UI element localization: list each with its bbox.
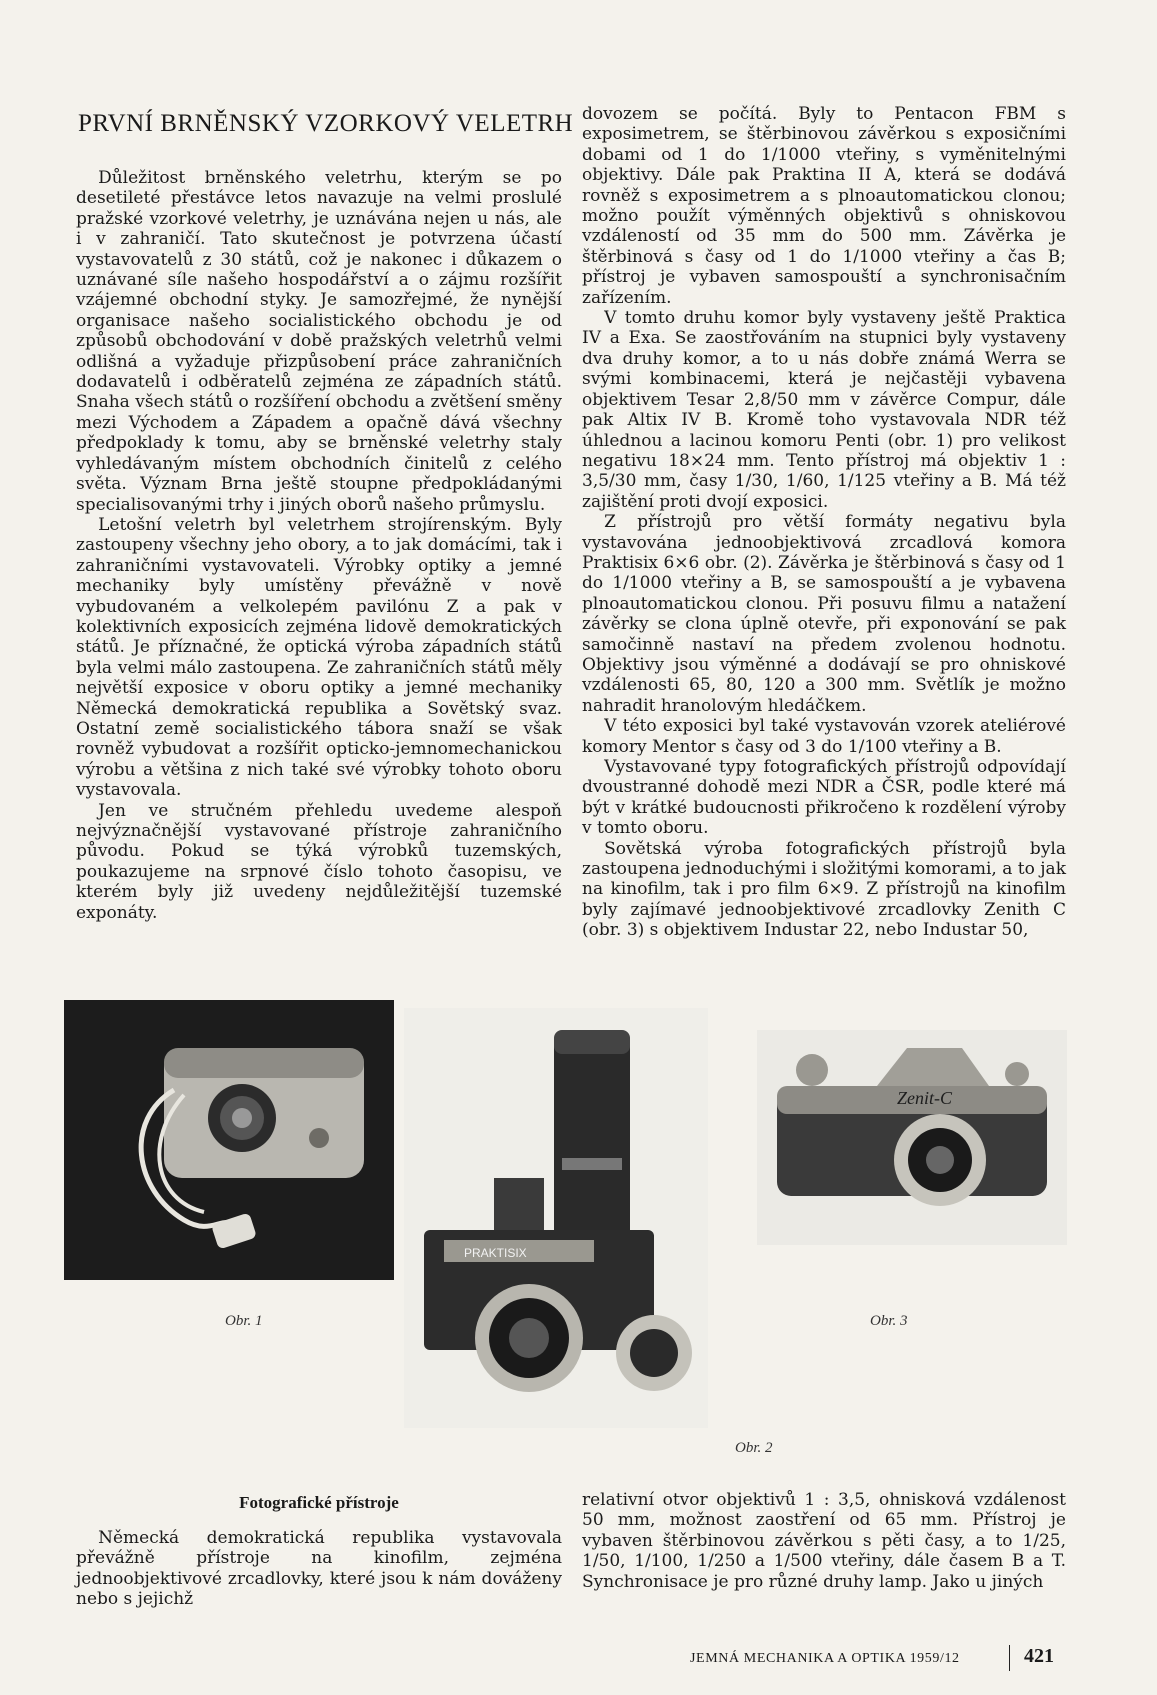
right-column-bottom xyxy=(582,1490,1066,1592)
left-column-top xyxy=(76,168,562,923)
zenit-c-camera-image xyxy=(757,1030,1067,1245)
figure-2-caption: Obr. 2 xyxy=(735,1440,773,1456)
paragraph: Důležitost brněnského veletrhu, kterým se po desetileté přestávce letos navazuje na velmi proslulé pražské vzorkové veletrhy, je uznávána nejen u nás, ale i v zahraničí. Tato skutečnost je potvrzena účastí vystavovatelů z 30 států, což je nakonec i důkazem o uznávané síle našeho hospodářství a o zájmu rozšířit vzájemné obchodní styky. Je samozřejmé, že nynější organisace našeho socialistického obchodu je od způsobů obchodování v době pražských veletrhů velmi odlišná a vyžaduje přizpůsobení práce zahraničních dodavatelů i odběratelů zejména ze západních států. Snaha všech států o rozšíření obchodu a zvětšení směny mezi Východem a Západem a opačně dává všechny předpoklady k tomu, aby se brněnské veletrhy staly vyhledávaným místem obchodních činitelů z celého světa. Význam Brna ještě stoupne předpokládanými specialisovanými trhy i jiných oborů našeho průmyslu. xyxy=(76,168,562,515)
paragraph: Letošní veletrh byl veletrhem strojírenským. Byly zastoupeny všechny jeho obory, a to jak domácími, tak i zahraničními vystavovateli. Výrobky optiky a jemné mechaniky byly umístěny převážně v nově vybudovaném a velkolepém pavilónu Z a pak v kolektivních exposicích zejména lidově demokratických států. Je příznačné, že optická výroba západních států byla velmi málo zastoupena. Ze zahraničních států měly největší exposice v oboru optiky a jemné mechaniky Německá demokratická republika a Sovětský svaz. Ostatní země socialistického tábora snaží se však rovněž vybudovat a rozšířit opticko-jemnomechanickou výrobu a většina z nich také své výrobky tohoto oboru vystavovala. xyxy=(76,514,562,801)
paragraph: V této exposici byl také vystavován vzorek ateliérové komory Mentor s časy od 3 do 1/100 vteřiny a B. xyxy=(582,716,1066,757)
left-column-bottom xyxy=(76,1528,562,1610)
paragraph: Německá demokratická republika vystavovala převážně přístroje na kinofilm, zejména jednoobjektivové zrcadlovky, které jsou k nám dováženy nebo s jejichž xyxy=(76,1528,562,1610)
figure-2-photo xyxy=(404,1008,708,1428)
figure-3-photo xyxy=(757,1030,1067,1245)
paragraph-continuation: relativní otvor objektivů 1 : 3,5, ohnisková vzdálenost 50 mm, možnost zaostření od 65 mm. Přístroj je vybaven štěrbinovou závěrkou s pěti časy, a to 1/25, 1/50, 1/100, 1/250 a 1/500 vteřiny, dále časem B a T. Synchronisace je pro různé druhy lamp. Jako u jiných xyxy=(582,1490,1066,1592)
section-heading: Fotografické přístroje xyxy=(239,1493,399,1512)
paragraph: Z přístrojů pro větší formáty negativu byla vystavována jednoobjektivová zrcadlová komora Praktisix 6×6 obr. (2). Závěrka je štěrbinová s časy od 1 do 1/1000 vteřiny a B, se samospouští a je vybavena plnoautomatickou clonou. Při posuvu filmu a natažení závěrky se clona úplně otevře, při exponování se pak samočinně nastaví na předem zvolenou hodnotu. Objektivy jsou výměnné a dodávají se pro ohniskové vzdálenosti 65, 80, 120 a 300 mm. Světlík je možno nahradit hranolovým hledáčkem. xyxy=(582,512,1066,716)
footer-divider xyxy=(1009,1645,1010,1671)
praktisix-camera-image xyxy=(404,1008,708,1428)
praktisix-label: PRAKTISIX xyxy=(464,1246,527,1260)
figure-1-photo xyxy=(64,1000,394,1280)
figure-3-caption: Obr. 3 xyxy=(870,1313,908,1329)
journal-name: JEMNÁ MECHANIKA A OPTIKA 1959/12 xyxy=(690,1651,960,1666)
page-footer xyxy=(690,1645,1070,1671)
paragraph: Sovětská výroba fotografických přístrojů byla zastoupena jednoduchými i složitými komorami, a to jak na kinofilm, tak i pro film 6×9. Z přístrojů na kinofilm byly zajímavé jednoobjektivové zrcadlovky Zenith C (obr. 3) s objektivem Industar 22, nebo Industar 50, xyxy=(582,838,1066,941)
right-column-top xyxy=(582,104,1066,941)
paragraph: Jen ve stručném přehledu uvedeme alespoň nejvýznačnější vystavované přístroje zahraničního původu. Pokud se týká výrobků tuzemských, poukazujeme na srpnové číslo tohoto časopisu, ve kterém byly již uvedeny nejdůležitější tuzemské exponáty. xyxy=(76,800,562,923)
paragraph: V tomto druhu komor byly vystaveny ještě Praktica IV a Exa. Se zaostřováním na stupnici byly vystaveny dva druhy komor, a to u nás dobře známá Werra se svými kombinacemi, která je nejčastěji vybavena objektivem Tesar 2,8/50 mm v závěrce Compur, dále pak Altix IV B. Kromě toho vystavovala NDR též úhlednou a lacinou komoru Penti (obr. 1) pro velikost negativu 18×24 mm. Tento přístroj má objektiv 1 : 3,5/30 mm, časy 1/30, 1/60, 1/125 vteřiny a B. Má též zajištění proti dvojí exposici. xyxy=(582,308,1066,512)
article-title: PRVNÍ BRNĚNSKÝ VZORKOVÝ VELETRH xyxy=(78,110,574,137)
page-number: 421 xyxy=(1024,1645,1054,1667)
paragraph: Vystavované typy fotografických přístrojů odpovídají dvoustranné dohodě mezi NDR a ČSR, podle které má být v krátké budoucnosti přikročeno k rozdělení výroby v tomto oboru. xyxy=(582,757,1066,839)
figure-1-caption: Obr. 1 xyxy=(225,1313,263,1329)
penti-camera-image xyxy=(64,1000,394,1280)
zenit-c-label: Zenit-C xyxy=(897,1088,953,1108)
paragraph-continuation: dovozem se počítá. Byly to Pentacon FBM s exposimetrem, se štěrbinovou závěrkou s exposičními dobami od 1 do 1/1000 vteřiny, s vyměnitelnými objektivy. Dále pak Praktina II A, která se dodává rovněž s exposimetrem a s plnoautomatickou clonou; možno použít výměnných objektivů s ohniskovou vzdáleností od 35 mm do 500 mm. Závěrka je štěrbinová s časy od 1 do 1/1000 vteřiny a čas B; přístroj je vybaven samospouští a synchronisačním zařízením. xyxy=(582,104,1066,308)
